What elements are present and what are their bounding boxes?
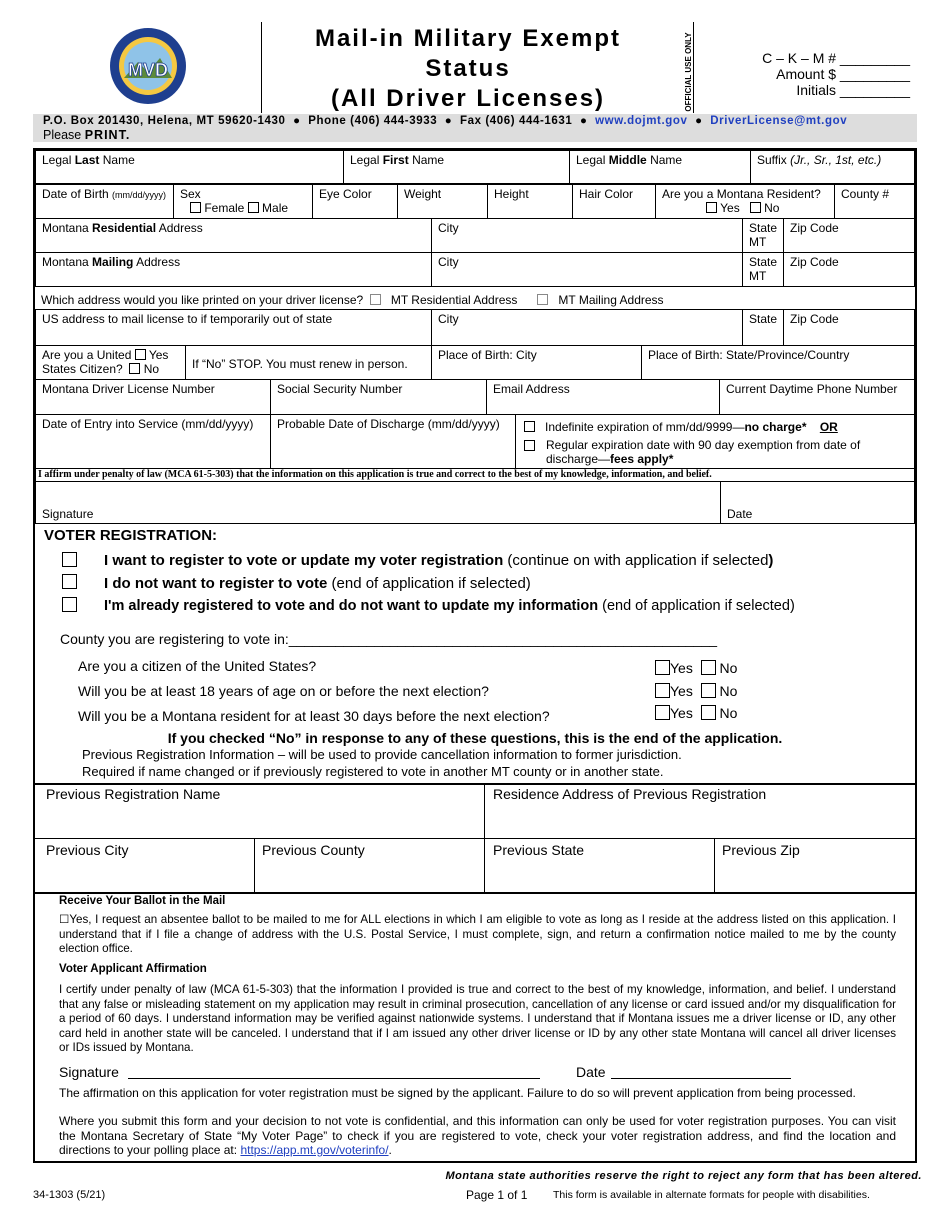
age-question: Will you be at least 18 years of age on or before the next election? bbox=[78, 683, 489, 699]
us-city-field[interactable]: City bbox=[431, 309, 743, 346]
previous-county-field[interactable]: Previous County bbox=[262, 842, 365, 858]
amount-field: Amount $ _________ bbox=[776, 66, 910, 82]
q3-yes-checkbox[interactable] bbox=[655, 705, 670, 720]
end-note: If you checked “No” in response to any of these questions, this is the end of the application. bbox=[167, 730, 783, 746]
stop-notice: If “No” STOP. You must renew in person. bbox=[185, 345, 432, 380]
q2-options: Yes No bbox=[655, 683, 737, 699]
residency-question: Will you be a Montana resident for at least 30 days before the next election? bbox=[78, 708, 550, 724]
previous-info-note: Previous Registration Information – will be used to provide cancellation information to former jurisdiction. bbox=[82, 747, 682, 762]
q3-no-checkbox[interactable] bbox=[701, 705, 716, 720]
mt-residential-checkbox[interactable] bbox=[370, 294, 381, 305]
legal-first-name-field[interactable]: Legal First Name bbox=[343, 150, 570, 184]
email-link[interactable]: DriverLicense@mt.gov bbox=[710, 115, 848, 127]
indefinite-checkbox[interactable] bbox=[524, 421, 535, 432]
page-number: Page 1 of 1 bbox=[466, 1188, 528, 1202]
us-zip-field[interactable]: Zip Code bbox=[783, 309, 915, 346]
absentee-ballot-option[interactable]: ☐Yes, I request an absentee ballot to be mailed to me for ALL elections in which I am eligible to vote as long as I reside at the address listed on this application. I understand that if I file a change of address with the U.S. Postal Service, I must complete, sign, and return a confirmation notice mailed to me by the county election office. bbox=[59, 913, 896, 955]
legal-middle-name-field[interactable]: Legal Middle Name bbox=[569, 150, 751, 184]
affirmation-text: I certify under penalty of law (MCA 61-5-303) that the information I provided is true and correct to the best of my knowledge, information, and belief. I understand that any false or misleading statement on my application may result in criminal prosecution, cancellation of any license or card issued and/or my disqualification for a period of 60 days. I understand information may be verified against nationwide systems. I understand that if Montana issues me a driver license or ID, any other card held in another state will be canceled. I understand that if I am issued any other driver license or ID by any other state Montana will cancel all driver licenses or IDs issued by Montana. bbox=[59, 983, 896, 1054]
height-field[interactable]: Height bbox=[487, 184, 573, 219]
mt-resident-field: Are you a Montana Resident? Yes No bbox=[655, 184, 835, 219]
voter-signature-label: Signature bbox=[59, 1064, 119, 1080]
previous-city-field[interactable]: Previous City bbox=[46, 842, 129, 858]
footer-note-1: The affirmation on this application for voter registration must be signed by the applicant. Failure to do so will prevent application from being processed. bbox=[59, 1086, 856, 1100]
title-line3: (All Driver Licenses) bbox=[330, 85, 606, 112]
us-state-field[interactable]: State bbox=[742, 309, 784, 346]
male-checkbox[interactable] bbox=[248, 202, 259, 213]
voter-date-label: Date bbox=[576, 1064, 606, 1080]
discharge-date-field[interactable]: Probable Date of Discharge (mm/dd/yyyy) bbox=[270, 414, 516, 469]
citizen-yes-checkbox[interactable] bbox=[135, 349, 146, 360]
county-number-field[interactable]: County # bbox=[834, 184, 915, 219]
title-line1: Mail-in Military Exempt bbox=[314, 25, 622, 52]
q1-yes-checkbox[interactable] bbox=[655, 660, 670, 675]
signature-field[interactable]: Signature bbox=[35, 481, 721, 524]
previous-address-field[interactable]: Residence Address of Previous Registration bbox=[493, 786, 767, 802]
previous-zip-field[interactable]: Previous Zip bbox=[722, 842, 800, 858]
ballot-heading: Receive Your Ballot in the Mail bbox=[59, 895, 226, 907]
voter-registration-heading: VOTER REGISTRATION: bbox=[44, 527, 218, 544]
expiration-options: Indefinite expiration of mm/dd/9999—no charge* OR Regular expiration date with 90 day exemption from date of discharge—fees apply* bbox=[515, 414, 915, 469]
footer-note-2: Where you submit this form and your decision to not vote is confidential, and this information can only be used for voter registration purposes. You can visit the Montana Secretary of State “My Voter Page” to check if you are registered to vote, check your voter registration address, and find the location and directions to your polling place at: https://app.mt.gov/voterinfo/. bbox=[59, 1114, 896, 1157]
ckm-field: C – K – M # _________ bbox=[762, 50, 910, 66]
citizen-no-checkbox[interactable] bbox=[129, 363, 140, 374]
register-vote-checkbox[interactable] bbox=[62, 552, 77, 567]
contact-line: P.O. Box 201430, Helena, MT 59620-1430 ● Phone (406) 444-3933 ● Fax (406) 444-1631 ● www.dojmt.gov ● DriverLicense@mt.gov bbox=[43, 115, 848, 127]
mailing-address-field[interactable]: Montana Mailing Address bbox=[35, 252, 432, 287]
us-address-field[interactable]: US address to mail license to if temporarily out of state bbox=[35, 309, 432, 346]
dob-field[interactable]: Date of Birth (mm/dd/yyyy) bbox=[35, 184, 174, 219]
dl-number-field[interactable]: Montana Driver License Number bbox=[35, 379, 271, 415]
resident-yes-checkbox[interactable] bbox=[706, 202, 717, 213]
voter-date-line[interactable] bbox=[611, 1078, 791, 1079]
pob-state-field[interactable]: Place of Birth: State/Province/Country bbox=[641, 345, 915, 380]
residential-state-field: State MT bbox=[742, 218, 784, 253]
citizen-question: Are you a citizen of the United States? bbox=[78, 658, 317, 674]
previous-state-field[interactable]: Previous State bbox=[493, 842, 585, 858]
regular-checkbox[interactable] bbox=[524, 440, 535, 451]
weight-field[interactable]: Weight bbox=[397, 184, 488, 219]
hair-color-field[interactable]: Hair Color bbox=[572, 184, 656, 219]
suffix-field[interactable]: Suffix (Jr., Sr., 1st, etc.) bbox=[750, 150, 915, 184]
entry-date-field[interactable]: Date of Entry into Service (mm/dd/yyyy) bbox=[35, 414, 271, 469]
q1-options: Yes No bbox=[655, 660, 737, 676]
which-address-question: Which address would you like printed on your driver license? MT Residential Address MT Mailing Address bbox=[41, 293, 664, 307]
alt-formats-notice: This form is available in alternate formats for people with disabilities. bbox=[553, 1189, 870, 1201]
q3-options: Yes No bbox=[655, 705, 737, 721]
phone-field[interactable]: Current Daytime Phone Number bbox=[719, 379, 915, 415]
mailing-state-field: State MT bbox=[742, 252, 784, 287]
date-field[interactable]: Date bbox=[720, 481, 915, 524]
mt-mailing-checkbox[interactable] bbox=[537, 294, 548, 305]
please-print: Please PRINT. bbox=[43, 128, 131, 142]
no-register-checkbox[interactable] bbox=[62, 574, 77, 589]
title-line2: Status bbox=[425, 55, 511, 82]
us-citizen-field: Are you a United Yes States Citizen? No bbox=[35, 345, 186, 380]
logo-text: MVD bbox=[128, 60, 168, 80]
voter-signature-line[interactable] bbox=[128, 1078, 540, 1079]
initials-field: Initials _________ bbox=[796, 82, 910, 98]
affirmation-heading: Voter Applicant Affirmation bbox=[59, 963, 207, 975]
legal-last-name-field[interactable]: Legal Last Name bbox=[35, 150, 344, 184]
residential-zip-field[interactable]: Zip Code bbox=[783, 218, 915, 253]
q2-yes-checkbox[interactable] bbox=[655, 683, 670, 698]
residential-city-field[interactable]: City bbox=[431, 218, 743, 253]
email-field[interactable]: Email Address bbox=[486, 379, 720, 415]
residential-address-field[interactable]: Montana Residential Address bbox=[35, 218, 432, 253]
altered-form-notice: Montana state authorities reserve the right to reject any form that has been altered. bbox=[445, 1170, 922, 1182]
pob-city-field[interactable]: Place of Birth: City bbox=[431, 345, 642, 380]
q1-no-checkbox[interactable] bbox=[701, 660, 716, 675]
sex-field: Sex Female Male bbox=[173, 184, 313, 219]
form-number: 34-1303 (5/21) bbox=[33, 1189, 106, 1201]
resident-no-checkbox[interactable] bbox=[750, 202, 761, 213]
official-use-label: OFFICIAL USE ONLY bbox=[684, 32, 693, 112]
website-link[interactable]: www.dojmt.gov bbox=[595, 115, 688, 127]
mailing-city-field[interactable]: City bbox=[431, 252, 743, 287]
county-register-field[interactable]: County you are registering to vote in:_______________________________________________________ bbox=[60, 631, 718, 647]
required-note: Required if name changed or if previously registered to vote in another MT county or in another state. bbox=[82, 764, 664, 779]
mailing-zip-field[interactable]: Zip Code bbox=[783, 252, 915, 287]
affirm-statement: I affirm under penalty of law (MCA 61-5-303) that the information on this application is true and correct to the best of my knowledge, information, and belief. bbox=[35, 468, 915, 482]
previous-name-field[interactable]: Previous Registration Name bbox=[46, 786, 221, 802]
voterinfo-link[interactable]: https://app.mt.gov/voterinfo/ bbox=[240, 1143, 389, 1157]
female-checkbox[interactable] bbox=[190, 202, 201, 213]
already-registered-checkbox[interactable] bbox=[62, 597, 77, 612]
mvd-logo bbox=[108, 26, 188, 106]
eye-color-field[interactable]: Eye Color bbox=[312, 184, 398, 219]
q2-no-checkbox[interactable] bbox=[701, 683, 716, 698]
ssn-field[interactable]: Social Security Number bbox=[270, 379, 487, 415]
